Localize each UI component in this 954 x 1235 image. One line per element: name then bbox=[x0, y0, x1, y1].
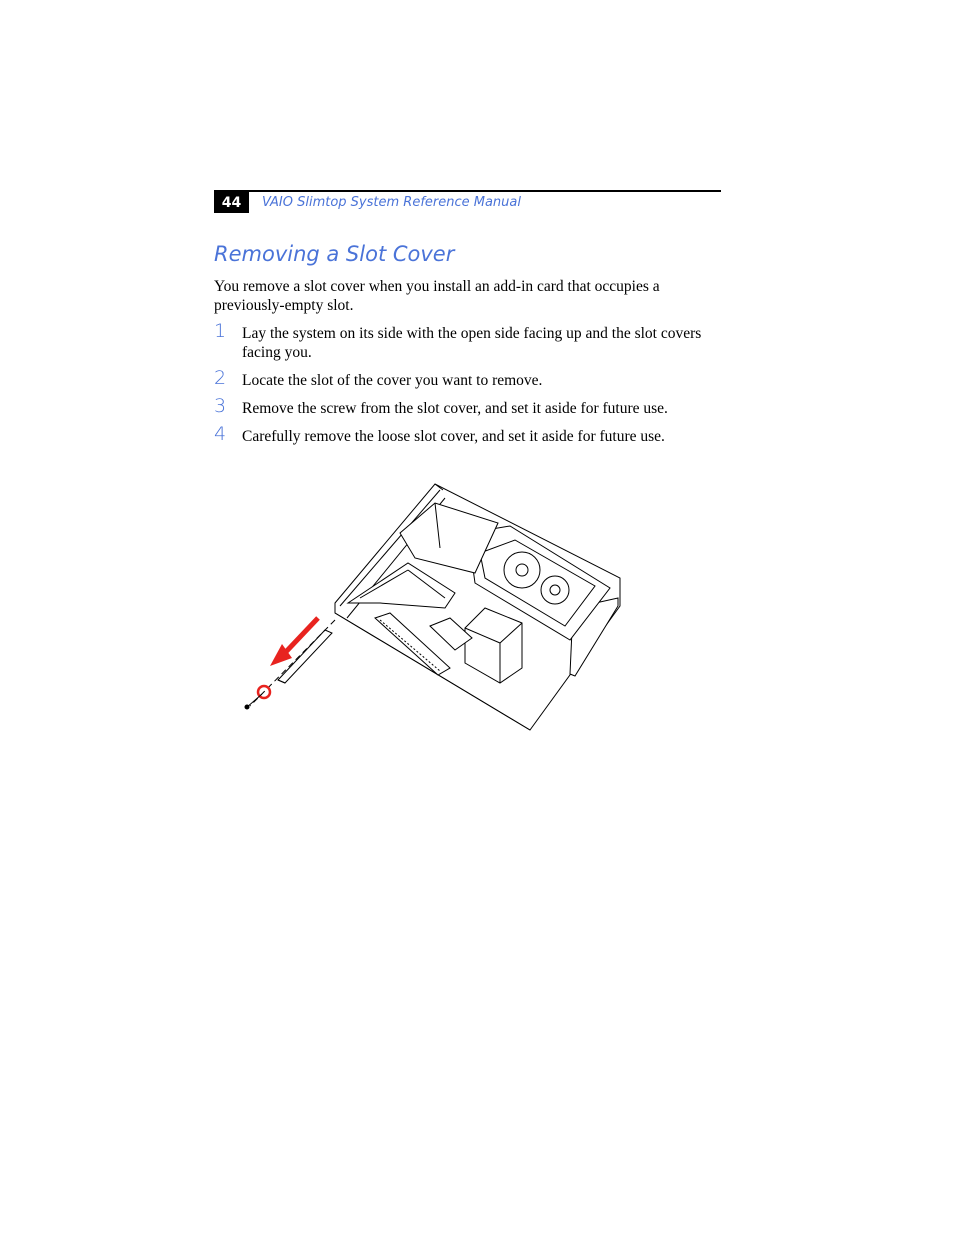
step-text: Locate the slot of the cover you want to remove. bbox=[242, 372, 543, 389]
page-number: 44 bbox=[214, 192, 249, 213]
step-text: Carefully remove the loose slot cover, and set it aside for future use. bbox=[242, 428, 665, 445]
step-number: 1 bbox=[214, 320, 227, 342]
step-number: 3 bbox=[214, 395, 227, 417]
step-number: 2 bbox=[214, 367, 227, 389]
step-number: 4 bbox=[214, 423, 227, 445]
slot-cover-illustration bbox=[240, 478, 630, 733]
screw-icon bbox=[245, 686, 270, 709]
section-title: Removing a Slot Cover bbox=[214, 242, 455, 266]
removal-arrow bbox=[270, 618, 318, 666]
header-rule bbox=[214, 190, 721, 192]
step-text: Lay the system on its side with the open side facing up and the slot covers facing you. bbox=[242, 325, 702, 361]
step-text: Remove the screw from the slot cover, and set it aside for future use. bbox=[242, 400, 668, 417]
intro-paragraph: You remove a slot cover when you install an add-in card that occupies a previously-empty slot. bbox=[214, 278, 660, 314]
running-head: VAIO Slimtop System Reference Manual bbox=[262, 195, 521, 210]
